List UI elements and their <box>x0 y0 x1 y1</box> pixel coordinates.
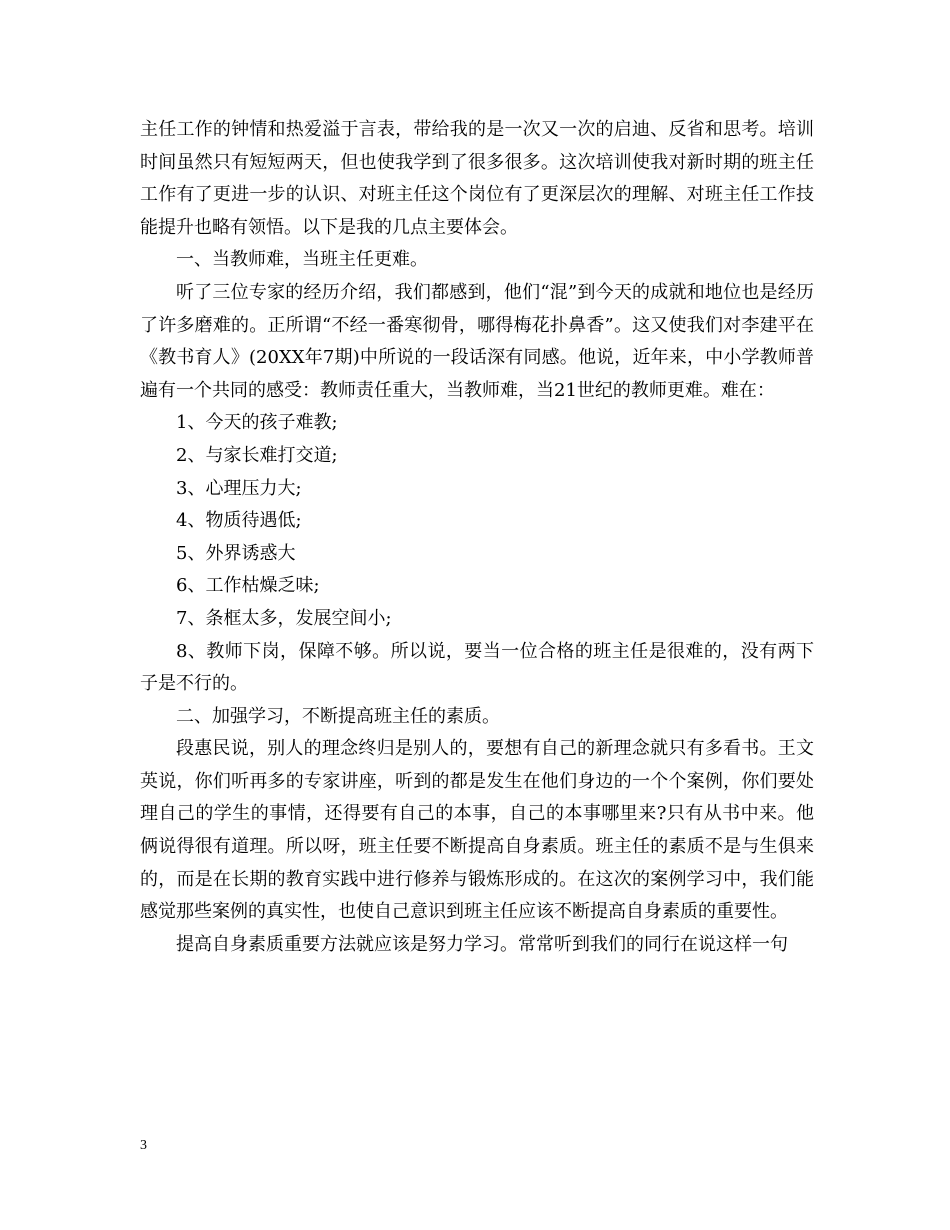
paragraph: 5、外界诱惑大 <box>176 542 296 564</box>
paragraph: 一、当教师难，当班主任更难。 <box>176 249 428 271</box>
body-text <box>140 114 814 961</box>
page-number: 3 <box>140 1138 147 1153</box>
paragraph: 6、工作枯燥乏味; <box>176 575 320 597</box>
paragraph: 主任工作的钟情和热爱溢于言表，带给我的是一次又一次的启迪、反省和思考。培训时间虽然只有短短两天，但也使我学到了很多很多。这次培训使我对新时期的班主任工作有了更进一步的认识、对班主任这个岗位有了更深层次的理解、对班主任工作技能提升也略有领悟。以下是我的几点主要体会。 <box>140 119 814 238</box>
paragraph: 听了三位专家的经历介绍，我们都感到，他们“混”到今天的成就和地位也是经历了许多磨难的。正所谓“不经一番寒彻骨，哪得梅花扑鼻香”。这又使我们对李建平在《教书育人》(20XX年7期)中所说的一段话深有同感。他说，近年来，中小学教师普遍有一个共同的感受：教师责任重大，当教师难，当21世纪的教师更难。难在： <box>140 281 814 401</box>
paragraph: 段惠民说，别人的理念终归是别人的，要想有自己的新理念就只有多看书。王文英说，你们听再多的专家讲座，听到的都是发生在他们身边的一个个案例，你们要处理自己的学生的事情，还得要有自己的本事，自己的本事哪里来?只有从书中来。他俩说得很有道理。所以呀，班主任要不断提高自身素质。班主任的素质不是与生俱来的，而是在长期的教育实践中进行修养与锻炼形成的。在这次的案例学习中，我们能感觉那些案例的真实性，也使自己意识到班主任应该不断提高自身素质的重要性。 <box>140 738 814 923</box>
paragraph: 1、今天的孩子难教; <box>176 412 338 434</box>
paragraph: 7、条框太多，发展空间小; <box>176 607 392 629</box>
paragraph: 2、与家长难打交道; <box>176 444 338 466</box>
paragraph: 提高自身素质重要方法就应该是努力学习。常常听到我们的同行在说这样一句 <box>176 933 788 955</box>
paragraph: 二、加强学习，不断提高班主任的素质。 <box>176 705 500 727</box>
paragraph: 3、心理压力大; <box>176 477 302 499</box>
paragraph: 8、教师下岗，保障不够。所以说，要当一位合格的班主任是很难的，没有两下子是不行的。 <box>140 640 814 695</box>
paragraph: 4、物质待遇低; <box>176 510 302 532</box>
